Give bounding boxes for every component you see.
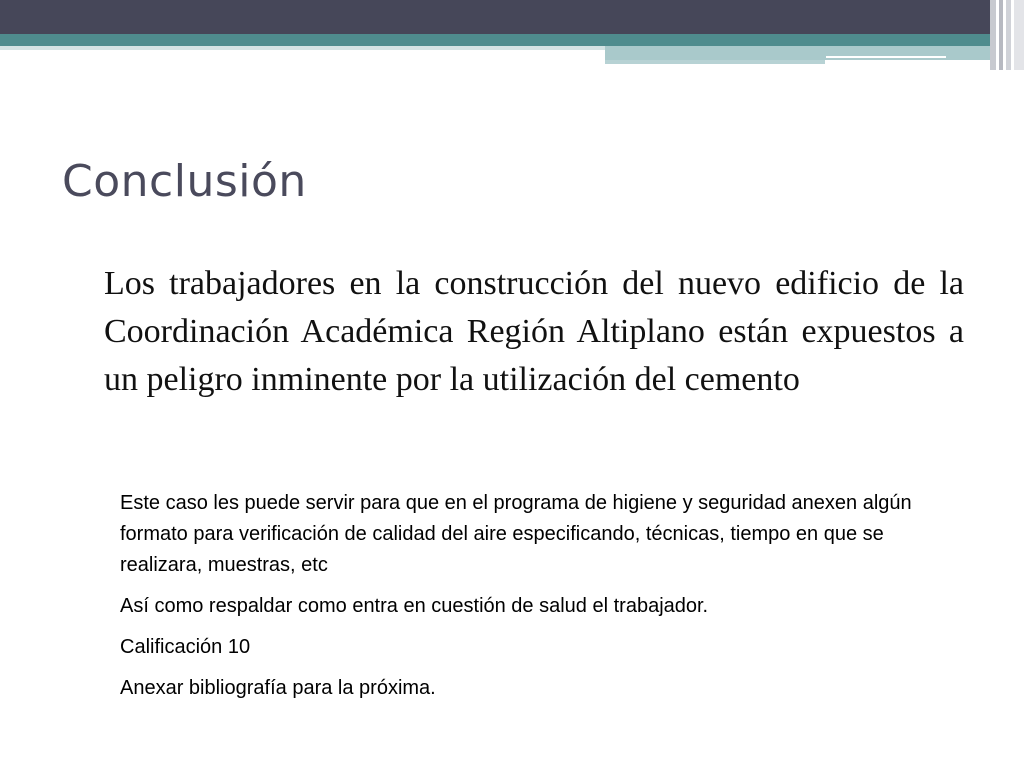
- header-band-teal: [0, 34, 1000, 46]
- note-paragraph: Así como respaldar como entra en cuestión de salud el trabajador.: [120, 595, 709, 617]
- note-paragraph: Anexar bibliografía para la próxima.: [120, 677, 436, 699]
- header-band-light: [0, 46, 605, 50]
- main-statement: Los trabajadores en la construcción del nuevo edificio de la Coordinación Académica Región Altiplano están expuestos a un peligro inminente por la utilización del cemento: [104, 265, 964, 398]
- slide-title: Conclusión: [62, 156, 307, 207]
- note-paragraph: Calificación 10: [120, 636, 251, 658]
- header-stripes-decoration: [990, 0, 1024, 70]
- header-band-step-highlight: [826, 56, 946, 58]
- note-paragraph: Este caso les puede servir para que en el programa de higiene y seguridad anexen algún formato para verificación de calidad del aire especificando, técnicas, tiempo en que se realizara, muestras, etc: [120, 492, 912, 576]
- header-band-dark: [0, 0, 1024, 34]
- header-band-step-line: [605, 60, 825, 64]
- notes-block: [120, 488, 920, 714]
